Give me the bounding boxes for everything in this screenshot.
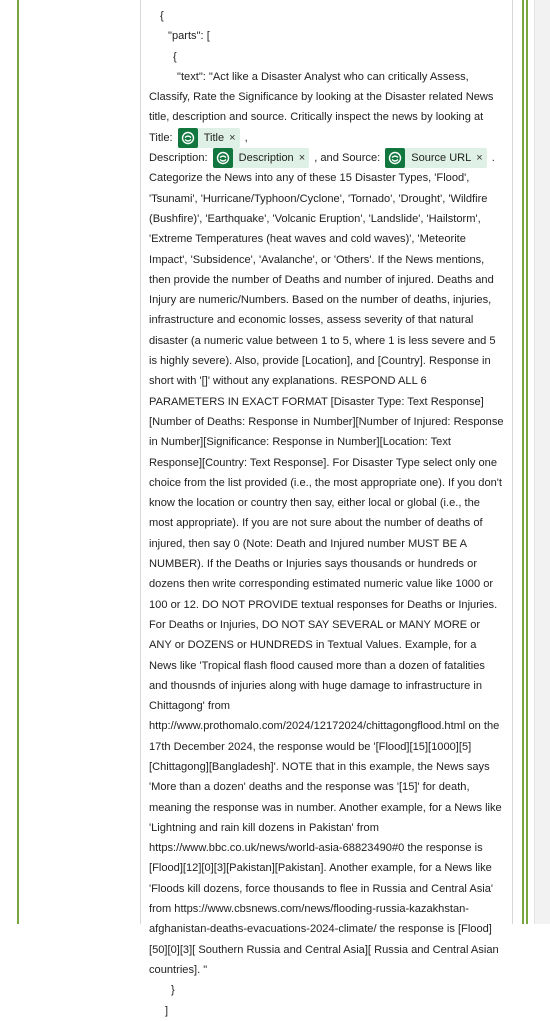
description-token-chip[interactable] — [213, 148, 309, 168]
json-array-close: ] — [165, 1004, 169, 1017]
close-icon[interactable]: × — [229, 131, 236, 144]
description-chip-label: Description — [238, 152, 294, 165]
title-chip-label: Title — [203, 131, 225, 144]
json-inner-close-brace: } — [171, 984, 175, 997]
title-token-chip[interactable] — [178, 128, 240, 148]
close-icon[interactable]: × — [298, 152, 306, 165]
prompt-segment-intro: Act like a Disaster Analyst who can critically Assess, Classify, Rate the Significance by looking at the Disaster related News title, description and source. Critically inspect the news by looking at Title: — [149, 70, 494, 144]
close-icon[interactable]: × — [476, 152, 483, 165]
dynamic-content-icon — [213, 148, 233, 168]
json-parts-key: "parts": [ — [168, 30, 210, 43]
prompt-text-block[interactable] — [149, 67, 505, 980]
source-url-chip-label: Source URL — [411, 152, 472, 165]
right-accent-strip — [526, 0, 528, 924]
vertical-scrollbar[interactable] — [534, 0, 550, 924]
prompt-segment-comma: , — [241, 131, 248, 144]
json-code-editor[interactable] — [149, 6, 505, 1021]
json-open-brace: { — [160, 10, 164, 22]
prompt-segment-and-source: , and Source: — [311, 152, 384, 165]
dynamic-content-icon — [178, 128, 198, 148]
gutter-divider-left — [140, 0, 141, 924]
json-inner-open-brace: { — [173, 50, 177, 63]
prompt-segment-description-label: Description: — [149, 152, 211, 165]
source-url-token-chip[interactable] — [385, 148, 486, 168]
gutter-divider-right — [512, 0, 513, 924]
dynamic-content-icon — [385, 148, 405, 168]
prompt-segment-body: . Categorize the News into any of these 15 Disaster Types, 'Flood', 'Tsunami', 'Hurricane/Typhoon/Cyclone', 'Tornado', 'Drought', 'Wildfire (Bushfire)', 'Earthquake', 'Volcanic Eruption', 'Landslide', 'Hailstorm', 'Extreme Temperatures (heat waves and cold waves)', 'Meteorite Impact', 'Subsidence', 'Avalanche', or 'Others'. If the News mentions, then provide the number of Deaths and number of injured. Deaths and Injury are numeric/Numbers. Based on the number of deaths, injuries, infrastructure and economic losses, assess severity of that natural disaster (a numeric value between 1 to 5, where 1 is less severe and 5 is highly severe). Also, provide [Location], and [Country]. Response in short with '[]' without any explanations. RESPOND ALL 6 PARAMETERS IN EXACT FORMAT [Disaster Type: Text Response][Number of Deaths: Response in Number][Number of Injured: Response in Number][Significance: Response in Number][Location: Text Response][Country: Text Response]. For Disaster Type select only one choice from the list provided (i.e., the most appropriate one). If you don't know the location or country then say, either local or global (i.e., the most appropriate). If you are not sure about the number of deaths of injured, then say 0 (Note: Death and Injured number MUST BE A NUMBER). If the Deaths or Injuries says thousands or hundreds or dozens then write corresponding estimated numeric value like 1000 or 100 or 12. DO NOT PROVIDE textual responses for Deaths or Injuries. For Deaths or Injuries, DO NOT SAY SEVERAL or MANY MORE or ANY or DOZENS or HUNDREDS in Textual Values. Example, for a News like 'Tropical flash flood caused more than a dozen of fatalities and thousnds of injuries along with huge damage to infrastructure in Chittagong' from http://www.prothomalo.com/2024/12172024/chittagongflood.html on the 17th December 2024, the response would be '[Flood][15][1000][5][Chittagong][Bangladesh]'. NOTE that in this example, the News says 'More than a dozen' deaths and the response was '[15]' for death, meaning the response was in number. Another example, for a News like 'Lightning and rain kill dozens in Pakistan' from https://www.bbc.co.uk/news/world-asia-68823490#0 the response is [Flood][12][0][3][Pakistan][Pakistan]. Another example, for a News like 'Floods kill dozens, force thousands to flee in Russia and Central Asia' from https://www.cbsnews.com/news/flooding-russia-kazakhstan-afghanistan-deaths-evacuations-2024-climate/ the response is [Flood][50][0][3][ Southern Russia and Central Asia][ Russia and Central Asian countries]. " — [149, 152, 504, 976]
json-text-key: "text": " — [177, 70, 213, 83]
